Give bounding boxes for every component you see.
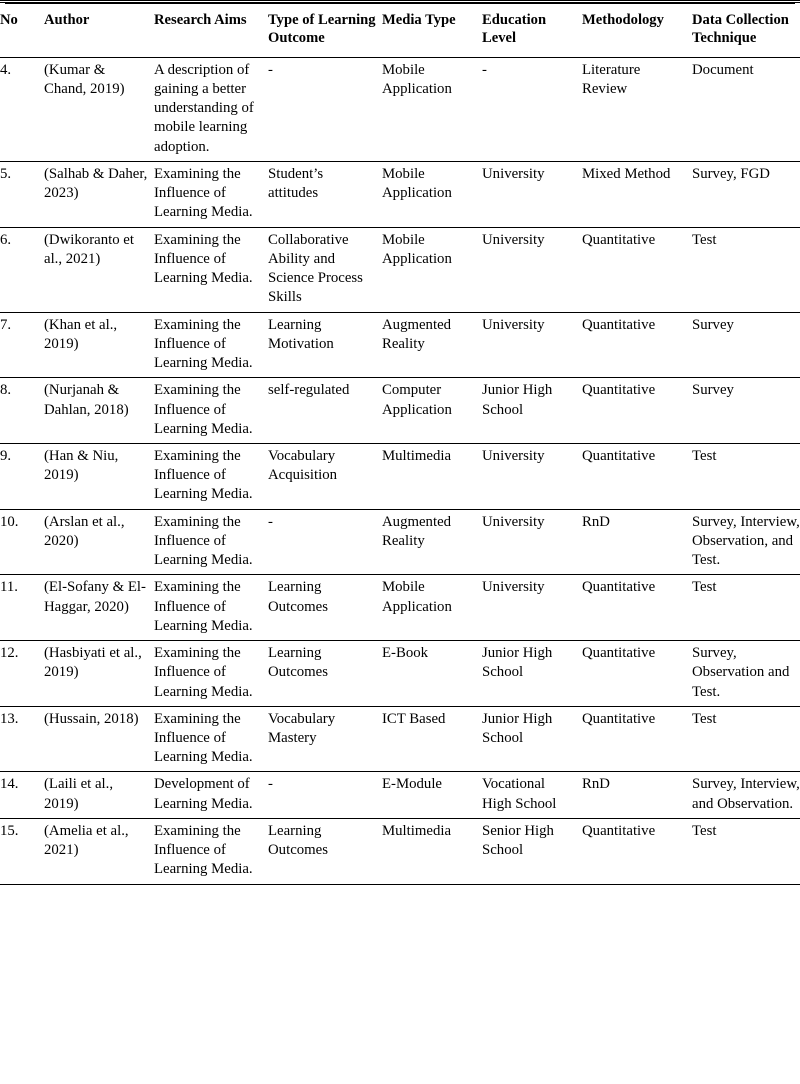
table-row bbox=[0, 772, 800, 818]
cell-education-level-text: Junior High School bbox=[482, 382, 553, 418]
cell-education-level bbox=[482, 227, 582, 312]
cell-research-aims-text: A description of gaining a better understanding of mobile learning adoption. bbox=[154, 61, 254, 155]
cell-media-type-text: ICT Based bbox=[382, 710, 446, 727]
cell-media-type bbox=[382, 641, 482, 707]
cell-media-type bbox=[382, 509, 482, 575]
cell-research-aims-text: Examining the Influence of Learning Media. bbox=[154, 231, 253, 287]
cell-type-of-learning-outcome bbox=[268, 57, 382, 161]
cell-type-of-learning-outcome-text: Learning Outcomes bbox=[268, 822, 328, 859]
cell-research-aims bbox=[154, 443, 268, 509]
cell-media-type bbox=[382, 227, 482, 312]
cell-data-collection-technique bbox=[692, 57, 800, 161]
cell-methodology bbox=[582, 378, 692, 444]
cell-education-level-text: University bbox=[482, 165, 545, 182]
cell-education-level-text: University bbox=[482, 579, 545, 596]
table-row bbox=[0, 57, 800, 161]
cell-author bbox=[44, 641, 154, 707]
cell-type-of-learning-outcome bbox=[268, 641, 382, 707]
cell-data-collection-technique bbox=[692, 443, 800, 509]
cell-type-of-learning-outcome bbox=[268, 575, 382, 641]
cell-research-aims bbox=[154, 161, 268, 227]
column-header-author: Author bbox=[44, 12, 90, 28]
cell-research-aims bbox=[154, 772, 268, 818]
cell-data-collection-technique-text: Survey bbox=[692, 382, 734, 399]
cell-no bbox=[0, 575, 44, 641]
cell-no bbox=[0, 772, 44, 818]
cell-media-type bbox=[382, 772, 482, 818]
cell-education-level bbox=[482, 57, 582, 161]
table-top-double-rule bbox=[5, 0, 795, 4]
cell-no bbox=[0, 443, 44, 509]
cell-methodology-text: Mixed Method bbox=[582, 165, 671, 182]
cell-author-text: (Nurjanah & Dahlan, 2018) bbox=[44, 382, 129, 418]
cell-methodology-text: Quantitative bbox=[582, 382, 656, 399]
cell-research-aims-text: Examining the Influence of Learning Media. bbox=[154, 382, 253, 437]
cell-research-aims bbox=[154, 312, 268, 378]
cell-no bbox=[0, 706, 44, 772]
cell-data-collection-technique-text: Test bbox=[692, 447, 717, 464]
cell-data-collection-technique bbox=[692, 161, 800, 227]
cell-research-aims-text: Examining the Influence of Learning Media. bbox=[154, 447, 253, 503]
cell-author-text: (Hasbiyati et al., 2019) bbox=[44, 645, 142, 681]
cell-no bbox=[0, 509, 44, 575]
table-row bbox=[0, 706, 800, 772]
cell-research-aims-text: Examining the Influence of Learning Media. bbox=[154, 645, 253, 700]
table-row bbox=[0, 818, 800, 884]
cell-data-collection-technique-text: Survey, Observation and Test. bbox=[692, 645, 790, 700]
cell-data-collection-technique bbox=[692, 818, 800, 884]
cell-type-of-learning-outcome-text: Learning Outcomes bbox=[268, 579, 328, 615]
cell-no-text: 5. bbox=[0, 165, 12, 182]
cell-education-level-text: University bbox=[482, 231, 545, 248]
cell-data-collection-technique bbox=[692, 772, 800, 818]
cell-education-level bbox=[482, 161, 582, 227]
cell-education-level-text: Vocational High School bbox=[482, 776, 557, 812]
cell-author bbox=[44, 227, 154, 312]
cell-author-text: (Han & Niu, 2019) bbox=[44, 447, 119, 484]
cell-education-level-text: - bbox=[482, 61, 487, 78]
cell-research-aims bbox=[154, 706, 268, 772]
cell-education-level bbox=[482, 706, 582, 772]
cell-research-aims bbox=[154, 818, 268, 884]
cell-author bbox=[44, 772, 154, 818]
cell-methodology-text: RnD bbox=[582, 513, 610, 530]
cell-media-type-text: Augmented Reality bbox=[382, 316, 452, 352]
cell-data-collection-technique-text: Test bbox=[692, 822, 717, 839]
cell-methodology bbox=[582, 818, 692, 884]
cell-type-of-learning-outcome bbox=[268, 161, 382, 227]
cell-media-type-text: Mobile Application bbox=[382, 231, 452, 267]
cell-data-collection-technique bbox=[692, 312, 800, 378]
cell-media-type bbox=[382, 706, 482, 772]
cell-type-of-learning-outcome-text: - bbox=[268, 61, 273, 78]
cell-media-type bbox=[382, 378, 482, 444]
cell-research-aims-text: Examining the Influence of Learning Media. bbox=[154, 316, 253, 372]
cell-type-of-learning-outcome bbox=[268, 378, 382, 444]
cell-education-level bbox=[482, 575, 582, 641]
cell-media-type-text: Computer Application bbox=[382, 382, 452, 418]
cell-methodology-text: Quantitative bbox=[582, 231, 656, 248]
cell-methodology bbox=[582, 312, 692, 378]
cell-research-aims-text: Development of Learning Media. bbox=[154, 776, 253, 812]
cell-data-collection-technique bbox=[692, 641, 800, 707]
column-header-research-aims: Research Aims bbox=[154, 12, 247, 28]
cell-media-type-text: Mobile Application bbox=[382, 61, 452, 97]
cell-author-text: (Kumar & Chand, 2019) bbox=[44, 61, 125, 97]
cell-no bbox=[0, 161, 44, 227]
cell-type-of-learning-outcome bbox=[268, 818, 382, 884]
table-body bbox=[0, 57, 800, 884]
cell-research-aims-text: Examining the Influence of Learning Media. bbox=[154, 822, 253, 878]
cell-data-collection-technique-text: Test bbox=[692, 710, 717, 727]
column-header-type-of-learning-outcome: Type of Learning Outcome bbox=[268, 12, 376, 47]
cell-research-aims bbox=[154, 509, 268, 575]
cell-no-text: 8. bbox=[0, 382, 12, 399]
cell-author-text: (Arslan et al., 2020) bbox=[44, 513, 125, 549]
cell-no-text: 15. bbox=[0, 822, 19, 839]
cell-data-collection-technique-text: Test bbox=[692, 579, 717, 596]
cell-author-text: (El-Sofany & El-Haggar, 2020) bbox=[44, 579, 146, 615]
cell-methodology-text: Quantitative bbox=[582, 316, 656, 333]
cell-media-type-text: Mobile Application bbox=[382, 579, 452, 615]
cell-type-of-learning-outcome-text: Collaborative Ability and Science Process Skills bbox=[268, 231, 363, 306]
cell-research-aims bbox=[154, 575, 268, 641]
cell-type-of-learning-outcome-text: - bbox=[268, 513, 273, 530]
column-header-no: No bbox=[0, 12, 18, 28]
cell-data-collection-technique bbox=[692, 575, 800, 641]
cell-methodology bbox=[582, 57, 692, 161]
cell-data-collection-technique bbox=[692, 706, 800, 772]
cell-methodology bbox=[582, 641, 692, 707]
cell-education-level bbox=[482, 509, 582, 575]
cell-type-of-learning-outcome bbox=[268, 772, 382, 818]
cell-education-level-text: Junior High School bbox=[482, 710, 553, 747]
cell-type-of-learning-outcome-text: - bbox=[268, 776, 273, 793]
cell-methodology-text: Quantitative bbox=[582, 822, 656, 839]
table-row bbox=[0, 443, 800, 509]
cell-data-collection-technique-text: Survey, Interview, and Observation. bbox=[692, 776, 800, 812]
cell-author bbox=[44, 161, 154, 227]
cell-no-text: 4. bbox=[0, 61, 12, 78]
cell-research-aims-text: Examining the Influence of Learning Media. bbox=[154, 579, 253, 634]
cell-data-collection-technique-text: Survey, FGD bbox=[692, 165, 770, 182]
cell-media-type bbox=[382, 161, 482, 227]
cell-research-aims-text: Examining the Influence of Learning Media. bbox=[154, 710, 253, 766]
cell-author bbox=[44, 575, 154, 641]
table-header bbox=[0, 2, 800, 58]
cell-no bbox=[0, 641, 44, 707]
cell-education-level bbox=[482, 818, 582, 884]
cell-author-text: (Amelia et al., 2021) bbox=[44, 822, 129, 859]
cell-author-text: (Hussain, 2018) bbox=[44, 710, 139, 727]
cell-education-level-text: Senior High School bbox=[482, 822, 554, 859]
cell-research-aims-text: Examining the Influence of Learning Media. bbox=[154, 165, 253, 221]
cell-methodology bbox=[582, 509, 692, 575]
cell-methodology-text: RnD bbox=[582, 776, 610, 793]
cell-methodology bbox=[582, 227, 692, 312]
cell-type-of-learning-outcome-text: Learning Outcomes bbox=[268, 645, 328, 681]
cell-media-type-text: Multimedia bbox=[382, 822, 452, 839]
cell-type-of-learning-outcome-text: Student’s attitudes bbox=[268, 165, 324, 202]
cell-no bbox=[0, 818, 44, 884]
cell-methodology-text: Quantitative bbox=[582, 710, 656, 727]
cell-research-aims bbox=[154, 227, 268, 312]
cell-type-of-learning-outcome-text: Vocabulary Acquisition bbox=[268, 447, 338, 484]
cell-data-collection-technique-text: Survey bbox=[692, 316, 734, 333]
cell-no bbox=[0, 312, 44, 378]
column-header-media-type: Media Type bbox=[382, 12, 456, 28]
cell-type-of-learning-outcome bbox=[268, 443, 382, 509]
cell-type-of-learning-outcome-text: Vocabulary Mastery bbox=[268, 710, 336, 747]
cell-methodology-text: Quantitative bbox=[582, 645, 656, 662]
cell-education-level bbox=[482, 378, 582, 444]
cell-author bbox=[44, 378, 154, 444]
cell-no-text: 7. bbox=[0, 316, 12, 333]
cell-media-type bbox=[382, 312, 482, 378]
cell-type-of-learning-outcome bbox=[268, 312, 382, 378]
table-row bbox=[0, 227, 800, 312]
cell-methodology bbox=[582, 443, 692, 509]
cell-no-text: 14. bbox=[0, 776, 19, 793]
cell-methodology bbox=[582, 575, 692, 641]
cell-education-level bbox=[482, 312, 582, 378]
cell-media-type bbox=[382, 443, 482, 509]
cell-education-level-text: University bbox=[482, 513, 545, 530]
cell-no-text: 6. bbox=[0, 231, 12, 248]
cell-education-level-text: University bbox=[482, 316, 545, 333]
cell-data-collection-technique-text: Document bbox=[692, 61, 754, 78]
cell-type-of-learning-outcome-text: Learning Motivation bbox=[268, 316, 334, 352]
cell-education-level bbox=[482, 443, 582, 509]
cell-data-collection-technique bbox=[692, 509, 800, 575]
cell-no bbox=[0, 378, 44, 444]
cell-media-type bbox=[382, 575, 482, 641]
column-header-methodology: Methodology bbox=[582, 12, 664, 28]
cell-research-aims bbox=[154, 641, 268, 707]
cell-data-collection-technique bbox=[692, 227, 800, 312]
cell-data-collection-technique-text: Test bbox=[692, 231, 717, 248]
cell-no bbox=[0, 227, 44, 312]
cell-no bbox=[0, 57, 44, 161]
cell-no-text: 9. bbox=[0, 447, 12, 464]
cell-author bbox=[44, 443, 154, 509]
table-row bbox=[0, 575, 800, 641]
cell-media-type bbox=[382, 818, 482, 884]
cell-author bbox=[44, 706, 154, 772]
table-row bbox=[0, 378, 800, 444]
cell-media-type-text: Multimedia bbox=[382, 447, 452, 464]
cell-author-text: (Dwikoranto et al., 2021) bbox=[44, 231, 134, 267]
cell-methodology-text: Quantitative bbox=[582, 579, 656, 596]
cell-no-text: 10. bbox=[0, 513, 19, 530]
cell-data-collection-technique bbox=[692, 378, 800, 444]
cell-education-level bbox=[482, 641, 582, 707]
cell-type-of-learning-outcome bbox=[268, 706, 382, 772]
cell-media-type-text: E-Module bbox=[382, 776, 442, 793]
cell-author bbox=[44, 509, 154, 575]
cell-author bbox=[44, 312, 154, 378]
cell-methodology bbox=[582, 706, 692, 772]
cell-research-aims-text: Examining the Influence of Learning Media. bbox=[154, 513, 253, 569]
cell-no-text: 11. bbox=[0, 579, 18, 596]
cell-media-type bbox=[382, 57, 482, 161]
table-row bbox=[0, 509, 800, 575]
cell-media-type-text: Mobile Application bbox=[382, 165, 452, 202]
column-header-data-collection-technique: Data Collection Technique bbox=[692, 12, 789, 47]
cell-methodology bbox=[582, 772, 692, 818]
cell-education-level-text: Junior High School bbox=[482, 645, 553, 681]
cell-methodology-text: Literature Review bbox=[582, 61, 641, 97]
cell-author bbox=[44, 57, 154, 161]
table-row bbox=[0, 312, 800, 378]
cell-type-of-learning-outcome bbox=[268, 227, 382, 312]
cell-data-collection-technique-text: Survey, Interview, Observation, and Test. bbox=[692, 513, 800, 569]
table-row bbox=[0, 641, 800, 707]
cell-author-text: (Laili et al., 2019) bbox=[44, 776, 114, 812]
cell-methodology-text: Quantitative bbox=[582, 447, 656, 464]
cell-education-level-text: University bbox=[482, 447, 545, 464]
cell-author-text: (Salhab & Daher, 2023) bbox=[44, 165, 148, 202]
table-row bbox=[0, 161, 800, 227]
cell-author bbox=[44, 818, 154, 884]
cell-research-aims bbox=[154, 57, 268, 161]
cell-media-type-text: E-Book bbox=[382, 645, 429, 662]
cell-type-of-learning-outcome bbox=[268, 509, 382, 575]
cell-no-text: 13. bbox=[0, 710, 19, 727]
cell-type-of-learning-outcome-text: self-regulated bbox=[268, 382, 350, 399]
cell-no-text: 12. bbox=[0, 645, 19, 662]
column-header-education-level: Education Level bbox=[482, 12, 547, 47]
table-header-row bbox=[0, 2, 800, 58]
cell-methodology bbox=[582, 161, 692, 227]
cell-research-aims bbox=[154, 378, 268, 444]
cell-media-type-text: Augmented Reality bbox=[382, 513, 452, 549]
cell-education-level bbox=[482, 772, 582, 818]
cell-author-text: (Khan et al., 2019) bbox=[44, 316, 118, 352]
